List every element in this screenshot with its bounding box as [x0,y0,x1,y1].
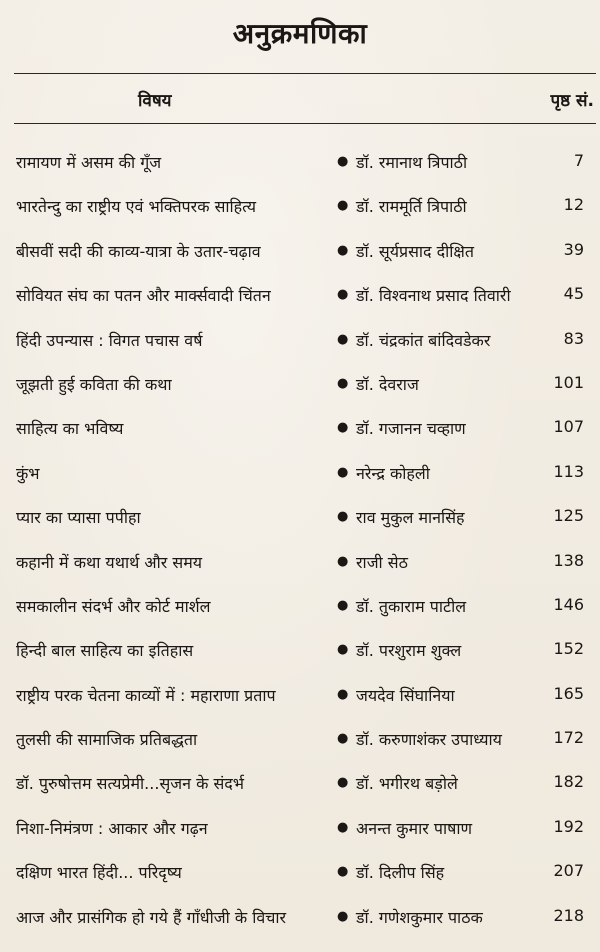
entry-subject: साहित्य का भविष्य [16,419,124,439]
entry-page-number: 146 [553,594,584,614]
toc-entry [0,766,600,810]
entry-subject: डॉ. पुरुषोत्तम सत्यप्रेमी...सृजन के संदर्भ [16,774,245,794]
entry-page-number: 192 [553,816,584,836]
toc-entry [0,456,600,500]
entry-page-number: 172 [553,728,584,748]
entry-subject: भारतेन्दु का राष्ट्रीय एवं भक्तिपरक साहित्य [16,197,257,217]
entry-author: नरेन्द्र कोहली [356,463,430,483]
bullet-icon: ● [337,642,349,658]
entry-subject: हिन्दी बाल साहित्य का इतिहास [16,641,194,661]
entry-page-number: 45 [563,284,584,304]
toc-entry [0,189,600,233]
entry-subject: प्यार का प्यासा पपीहा [16,508,141,528]
entry-author: डॉ. करुणाशंकर उपाध्याय [356,730,502,750]
entry-subject: रामायण में असम की गूँज [16,153,162,172]
entry-author: डॉ. परशुराम शुक्ल [356,641,462,661]
toc-entry [0,589,600,633]
entry-subject: कहानी में कथा यथार्थ और समय [16,552,203,572]
bullet-icon: ● [337,775,349,791]
entry-subject: हिंदी उपन्यास : विगत पचास वर्ष [16,330,203,350]
bullet-icon: ● [337,375,349,391]
entry-page-number: 152 [553,639,584,659]
entry-subject: कुंभ [16,463,40,483]
bullet-icon: ● [337,509,349,525]
bullet-icon: ● [337,331,349,347]
entry-author: जयदेव सिंघानिया [356,685,455,705]
contents-list [0,145,600,944]
entry-page-number: 107 [553,417,584,437]
entry-author: अनन्त कुमार पाषाण [356,818,473,838]
entry-subject: बीसवीं सदी की काव्य-यात्रा के उतार-चढ़ाव [16,241,261,261]
entry-author: डॉ. देवराज [356,374,419,394]
entry-page-number: 101 [553,372,584,392]
column-header-page: पृष्ठ सं. [550,91,594,111]
toc-entry [0,633,600,677]
column-header-subject: विषय [138,91,172,111]
bullet-icon: ● [337,242,349,258]
entry-page-number: 138 [553,550,584,570]
toc-entry [0,855,600,899]
bullet-icon: ● [337,420,349,436]
bullet-icon: ● [337,553,349,569]
entry-author: डॉ. चंद्रकांत बांदिवडेकर [356,330,491,350]
toc-entry [0,811,600,855]
toc-entry [0,545,600,589]
entry-page-number: 7 [573,151,584,170]
bullet-icon: ● [337,198,349,214]
entry-author: डॉ. विश्वनाथ प्रसाद तिवारी [356,286,511,306]
entry-author: डॉ. दिलीप सिंह [356,863,445,883]
entry-subject: सोवियत संघ का पतन और मार्क्सवादी चिंतन [16,286,271,306]
entry-subject: तुलसी की सामाजिक प्रतिबद्धता [16,730,198,750]
toc-entry [0,145,600,189]
bullet-icon: ● [337,287,349,303]
entry-author: डॉ. तुकाराम पाटील [356,596,467,616]
toc-entry [0,900,600,944]
entry-subject: आज और प्रासंगिक हो गये हैं गाँधीजी के विचार [16,907,287,927]
toc-entry [0,278,600,322]
toc-entry [0,678,600,722]
toc-entry [0,234,600,278]
entry-author: डॉ. गजानन चव्हाण [356,419,466,439]
entry-page-number: 125 [553,506,584,526]
entry-author: डॉ. भगीरथ बड़ोले [356,774,458,794]
entry-author: डॉ. राममूर्ति त्रिपाठी [356,197,467,217]
entry-subject: जूझती हुई कविता की कथा [16,374,172,394]
bullet-icon: ● [337,154,349,169]
entry-page-number: 182 [553,772,584,792]
bullet-icon: ● [337,731,349,747]
entry-author: राजी सेठ [356,552,408,572]
entry-page-number: 83 [563,328,584,348]
entry-page-number: 12 [563,195,584,215]
bullet-icon: ● [337,464,349,480]
header-rule-top [14,73,596,74]
entry-subject: राष्ट्रीय परक चेतना काव्यों में : महाराणा प्रताप [16,685,276,705]
entry-author: राव मुकुल मानसिंह [356,508,465,528]
entry-subject: निशा-निमंत्रण : आकार और गढ़न [16,818,208,838]
entry-author: डॉ. रमानाथ त्रिपाठी [356,153,468,172]
page-title: अनुक्रमणिका [232,17,368,50]
entry-author: डॉ. गणेशकुमार पाठक [356,907,483,927]
entry-subject: दक्षिण भारत हिंदी... परिदृष्य [16,863,182,883]
toc-entry [0,411,600,455]
toc-entry [0,500,600,544]
bullet-icon: ● [337,686,349,702]
toc-entry [0,323,600,367]
toc-entry [0,367,600,411]
bullet-icon: ● [337,819,349,835]
entry-author: डॉ. सूर्यप्रसाद दीक्षित [356,241,474,261]
entry-page-number: 113 [553,461,584,481]
entry-page-number: 207 [553,861,584,881]
toc-entry [0,722,600,766]
entry-page-number: 218 [553,905,584,925]
bullet-icon: ● [337,864,349,880]
header-rule-bottom [14,123,596,124]
bullet-icon: ● [337,908,349,924]
entry-page-number: 39 [563,239,584,259]
entry-subject: समकालीन संदर्भ और कोर्ट मार्शल [16,596,211,616]
entry-page-number: 165 [553,683,584,703]
bullet-icon: ● [337,597,349,613]
